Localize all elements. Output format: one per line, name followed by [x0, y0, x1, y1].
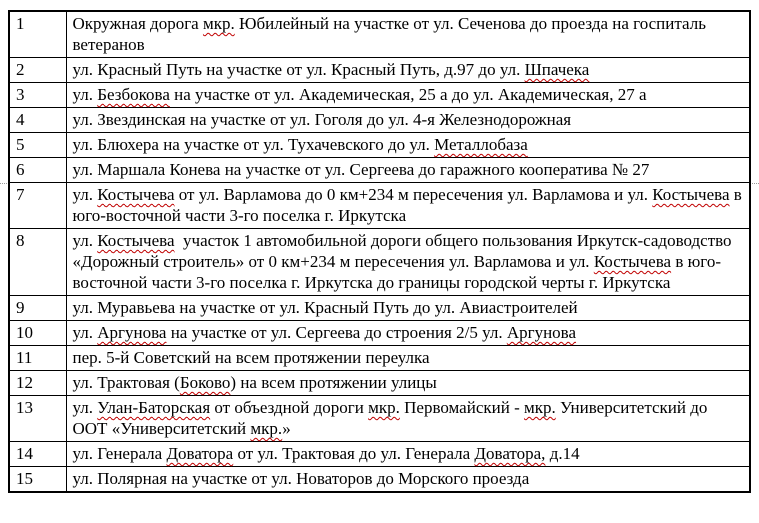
row-number-cell: 3: [9, 83, 66, 108]
table-row: [9, 396, 750, 442]
text-segment: пер. 5-й Советский на всем протяжении переулка: [72, 348, 430, 367]
text-segment: от ул. Варламова до 0 км+234 м пересечения ул. Варламова и ул.: [174, 185, 653, 204]
row-number-cell: 7: [9, 183, 66, 229]
text-segment: от объездной дороги: [210, 398, 369, 417]
text-segment: ул. Красный Путь на участке от ул. Красный Путь, д.97 до ул.: [72, 60, 525, 79]
misspelled-word: Улан-Баторская: [97, 398, 211, 417]
row-number-cell: 13: [9, 396, 66, 442]
misspelled-word: Безбокова: [97, 85, 170, 104]
table-row: [9, 58, 750, 83]
road-description-cell: [66, 58, 750, 83]
misspelled-word: Аргунова: [97, 323, 167, 342]
row-number-cell: 15: [9, 467, 66, 493]
row-number-cell: 2: [9, 58, 66, 83]
misspelled-word: мкр.: [202, 14, 235, 33]
misspelled-word: Костычева: [97, 185, 175, 204]
text-segment: д.14: [545, 444, 580, 463]
road-description-cell: [66, 11, 750, 58]
text-segment: в юго-восточной части 3-го поселка г. Иркутска до границы городской черты г. Иркутска: [72, 252, 722, 292]
misspelled-word: Доватора,: [474, 444, 546, 463]
text-segment: Первомайский -: [399, 398, 524, 417]
misspelled-word: Шпачека: [524, 60, 590, 79]
row-number-cell: 11: [9, 346, 66, 371]
misspelled-word: Костычева: [97, 231, 175, 250]
table-row: [9, 442, 750, 467]
road-description-cell: [66, 83, 750, 108]
text-segment: ) на всем протяжении улицы: [230, 373, 437, 392]
road-description-cell: [66, 346, 750, 371]
text-segment: ул. Звездинская на участке от ул. Гоголя до ул. 4-я Железнодорожная: [72, 110, 572, 129]
text-segment: Окружная дорога: [72, 14, 203, 33]
row-number-cell: 12: [9, 371, 66, 396]
row-number-cell: 10: [9, 321, 66, 346]
table-row: [9, 183, 750, 229]
misspelled-word: мкр.: [250, 419, 283, 438]
text-segment: ул. Генерала: [72, 444, 167, 463]
text-segment: ул. Полярная на участке от ул. Новаторов до Морского проезда: [72, 469, 530, 488]
text-segment: ул.: [72, 185, 98, 204]
text-segment: ул. Маршала Конева на участке от ул. Сергеева до гаражного кооператива № 27: [72, 160, 650, 179]
table-row: [9, 346, 750, 371]
table-row: [9, 83, 750, 108]
page-boundary-mark-right: [752, 183, 759, 184]
row-number-cell: 4: [9, 108, 66, 133]
table-row: [9, 158, 750, 183]
text-segment: »: [282, 419, 291, 438]
misspelled-word: Аргунова: [506, 323, 577, 342]
row-number-cell: 9: [9, 296, 66, 321]
misspelled-word: мкр.: [368, 398, 400, 417]
misspelled-word: Костычева: [593, 252, 672, 271]
text-segment: участок 1 автомобильной дороги общего пользования Иркутск-садоводство «Дорожный строитель» от 0 км+234 м пересечения ул. Варламова и ул.: [72, 231, 736, 271]
misspelled-word: Доватора: [166, 444, 234, 463]
text-segment: ул.: [72, 85, 98, 104]
text-segment: ул. Трактовая (: [72, 373, 180, 392]
row-number-cell: 8: [9, 229, 66, 296]
road-description-cell: [66, 296, 750, 321]
misspelled-word: Боково: [179, 373, 231, 392]
text-segment: на участке от ул. Академическая, 25 а до ул. Академическая, 27 а: [169, 85, 647, 104]
table-row: [9, 133, 750, 158]
text-segment: ул. Муравьева на участке от ул. Красный Путь до ул. Авиастроителей: [72, 298, 578, 317]
text-segment: на участке от ул. Сергеева до строения 2/5 ул.: [166, 323, 507, 342]
row-number-cell: 5: [9, 133, 66, 158]
table-row: [9, 371, 750, 396]
road-description-cell: [66, 396, 750, 442]
table-row: [9, 108, 750, 133]
text-segment: Университетский до ООТ «Университетский: [72, 398, 712, 438]
road-description-cell: [66, 371, 750, 396]
road-description-cell: [66, 442, 750, 467]
row-number-cell: 1: [9, 11, 66, 58]
text-segment: ул.: [72, 398, 98, 417]
misspelled-word: Металлобаза: [434, 135, 528, 154]
table-row: [9, 467, 750, 493]
text-segment: ул.: [72, 323, 98, 342]
document-page: [8, 10, 751, 493]
row-number-cell: 14: [9, 442, 66, 467]
road-description-cell: [66, 133, 750, 158]
text-segment: в юго-восточной части 3-го поселка г. Иркутска: [72, 185, 747, 225]
road-description-cell: [66, 158, 750, 183]
roads-table: [8, 10, 751, 493]
table-row: [9, 321, 750, 346]
text-segment: от ул. Трактовая до ул. Генерала: [233, 444, 475, 463]
page-boundary-mark-left: [0, 183, 7, 184]
text-segment: ул. Блюхера на участке от ул. Тухачевского до ул.: [72, 135, 435, 154]
misspelled-word: мкр.: [523, 398, 556, 417]
road-description-cell: [66, 467, 750, 493]
road-description-cell: [66, 229, 750, 296]
text-segment: Юбилейный на участке от ул. Сеченова до проезда на госпиталь ветеранов: [72, 14, 711, 54]
roads-table-body: [9, 11, 750, 492]
road-description-cell: [66, 321, 750, 346]
road-description-cell: [66, 108, 750, 133]
road-description-cell: [66, 183, 750, 229]
table-row: [9, 296, 750, 321]
text-segment: ул.: [72, 231, 98, 250]
table-row: [9, 229, 750, 296]
misspelled-word: Костычева: [652, 185, 730, 204]
table-row: [9, 11, 750, 58]
row-number-cell: 6: [9, 158, 66, 183]
